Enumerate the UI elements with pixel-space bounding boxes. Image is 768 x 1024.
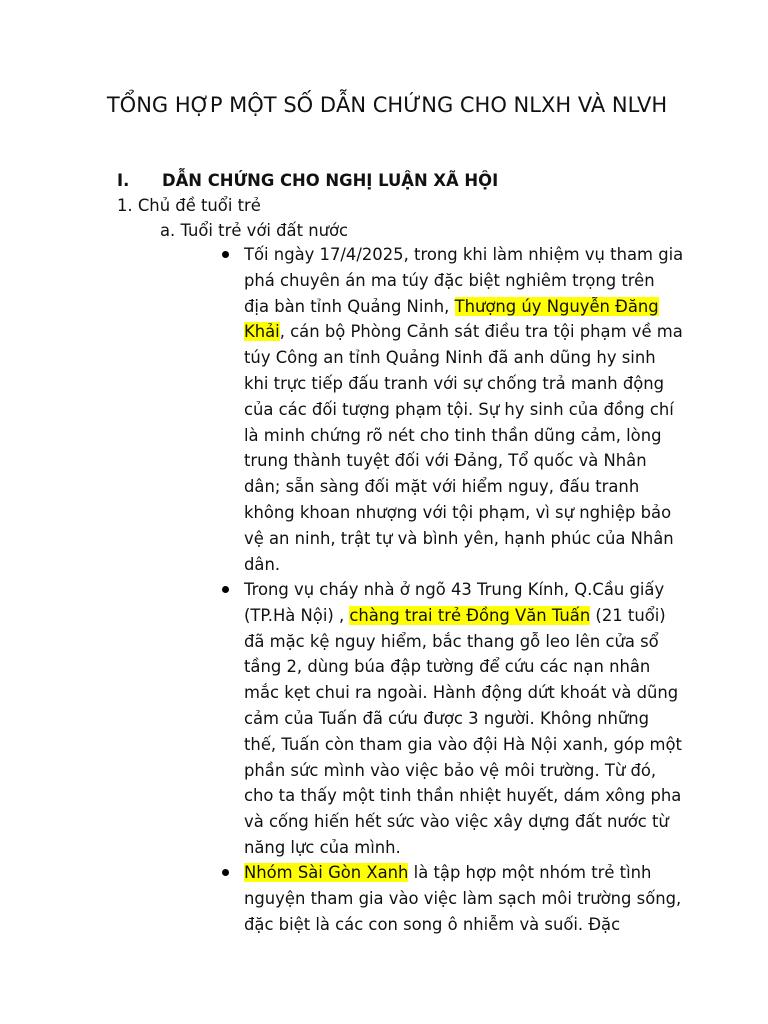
highlighted-text: chàng trai trẻ Đồng Văn Tuấn: [349, 605, 591, 625]
bullet-text: , cán bộ Phòng Cảnh sát điều tra tội phạm về ma túy Công an tỉnh Quảng Ninh đã anh dũng hy sinh khi trực tiếp đấu tranh với sự chống trả manh động của các đối tượng phạm tội. Sự hy sinh của đồng chí là minh chứng rõ nét cho tinh thần dũng cảm, lòng trung thành tuyệt đối với Đảng, Tổ quốc và Nhân dân; sẵn sàng đối mặt với hiểm nguy, đấu tranh không khoan nhượng với tội phạm, vì sự nghiệp bảo vệ an ninh, trật tự và bình yên, hạnh phúc của Nhân dân.: [244, 322, 683, 574]
subtopic-label: Tuổi trẻ với đất nước: [180, 221, 349, 240]
bullet-text: là tập hợp một nhóm trẻ tình nguyện tham gia vào việc làm sạch môi trường sống, đặc biệt là các con song ô nhiễm và suối. Đặc: [244, 863, 682, 934]
subtopic-item: [160, 220, 348, 242]
topic-label: Chủ đề tuổi trẻ: [137, 196, 261, 215]
bullet-item: [244, 577, 684, 861]
bullet-dot-icon: [222, 869, 229, 876]
subtopic-letter: a.: [160, 221, 176, 240]
document-title: TỔNG HỢP MỘT SỐ DẪN CHỨNG CHO NLXH VÀ NLVH: [106, 93, 668, 117]
bullet-dot-icon: [222, 251, 229, 258]
highlighted-text: Nhóm Sài Gòn Xanh: [244, 863, 409, 882]
bullet-text: Tối ngày 17/4/2025, trong khi làm nhiệm vụ tham gia phá chuyên án ma túy đặc biệt nghiêm trọng trên địa bàn tỉnh Quảng Ninh,: [244, 245, 684, 316]
topic-item: [117, 195, 261, 217]
bullet-item: [244, 242, 684, 577]
section-heading: [117, 170, 498, 192]
topic-number: 1.: [117, 196, 133, 215]
bullet-text: (21 tuổi) đã mặc kệ nguy hiểm, bắc thang gỗ leo lên cửa sổ tầng 2, dùng búa đập tường để cứu các nạn nhân mắc kẹt chui ra ngoài. Hành động dứt khoát và dũng cảm của Tuấn đã cứu được 3 người. Không những thế, Tuấn còn tham gia vào đội Hà Nội xanh, góp một phần sức mình vào việc bảo vệ môi trường. Từ đó, cho ta thấy một tinh thần nhiệt huyết, dám xông pha và cống hiến hết sức vào việc xây dựng đất nước từ năng lực của mình.: [244, 605, 682, 857]
section-label: DẪN CHỨNG CHO NGHỊ LUẬN XÃ HỘI: [162, 171, 499, 190]
bullet-text: Trong vụ cháy nhà ở ngõ 43 Trung Kính, Q.Cầu giấy (TP.Hà Nội) ,: [244, 580, 665, 625]
section-number: I.: [117, 171, 130, 190]
highlighted-text: Thượng úy Nguyễn Đăng Khải: [244, 296, 659, 342]
bullet-item: [244, 860, 684, 937]
bullet-dot-icon: [222, 586, 229, 593]
